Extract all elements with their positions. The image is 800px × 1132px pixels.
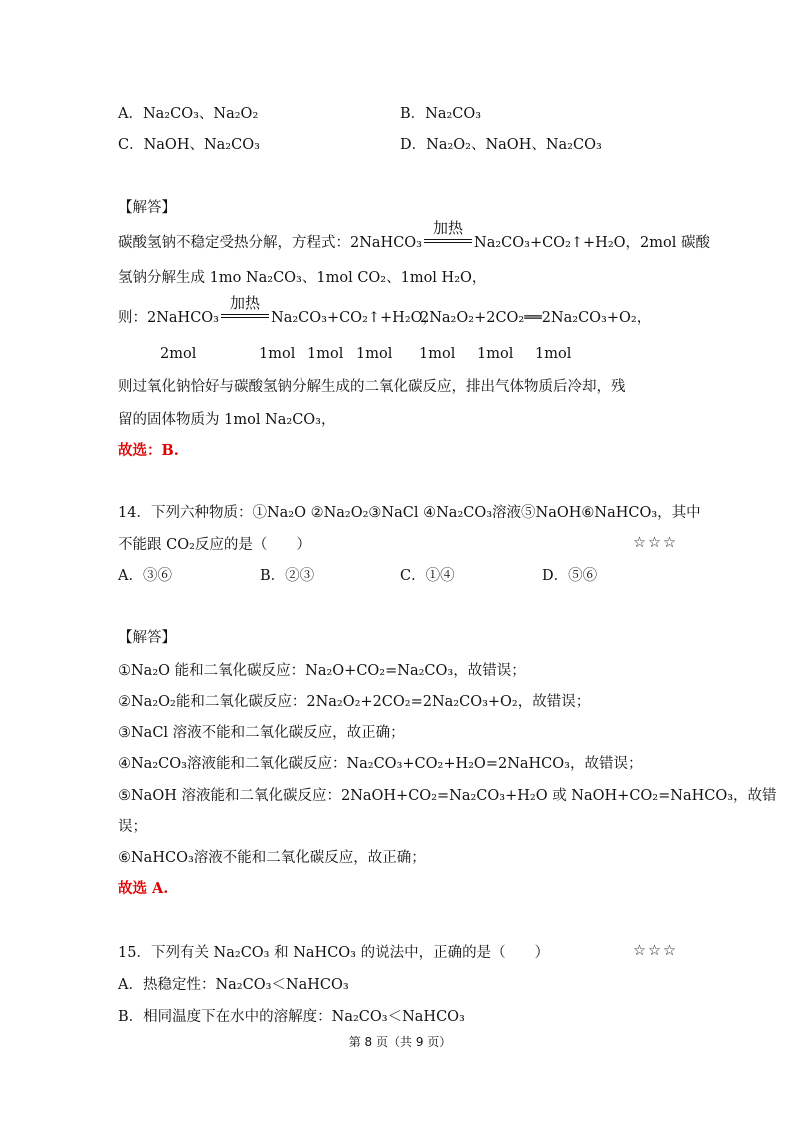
- mol-value: 2mol: [160, 346, 197, 362]
- heat-label: 加热: [229, 294, 261, 312]
- equation-right: Na₂CO₃+CO₂↑+H₂O，2mol 碳酸: [474, 235, 710, 251]
- mol-value: 1mol: [477, 346, 514, 362]
- q14-option-c: C．①④: [400, 568, 455, 584]
- q14-answer: 故选 A.: [118, 880, 169, 897]
- q14-stem-line1: 14．下列六种物质：①Na₂O ②Na₂O₂③NaCl ④Na₂CO₃溶液⑤NaOH⑥NaHCO₃，其中: [118, 505, 701, 521]
- q13-option-c: C．NaOH、Na₂CO₃: [118, 137, 260, 153]
- solution-header: 【解答】: [118, 630, 176, 646]
- q13-option-d: D．Na₂O₂、NaOH、Na₂CO₃: [400, 137, 602, 153]
- q13-solution-line6: 留的固体物质为 1mol Na₂CO₃，: [118, 412, 336, 428]
- q14-solution-line: ①Na₂O 能和二氧化碳反应：Na₂O+CO₂=Na₂CO₃，故错误；: [118, 663, 526, 679]
- heat-condition: [422, 219, 474, 253]
- q13-solution-line5: 则过氧化钠恰好与碳酸氢钠分解生成的二氧化碳反应，排出气体物质后冷却，残: [118, 379, 626, 395]
- solution-header: 【解答】: [118, 200, 176, 216]
- double-bar: [221, 314, 269, 318]
- q13-option-a: A．Na₂CO₃、Na₂O₂: [118, 106, 259, 122]
- mol-value: 1mol: [259, 346, 296, 362]
- q14-option-a: A．③⑥: [118, 568, 172, 584]
- q13-option-b: B．Na₂CO₃: [400, 106, 482, 122]
- q14-solution-line: ⑥NaHCO₃溶液不能和二氧化碳反应，故正确；: [118, 850, 426, 866]
- difficulty-stars: ☆☆☆: [633, 943, 678, 959]
- page-footer: 第 8 页（共 9 页）: [348, 1035, 452, 1049]
- mol-value: 1mol: [535, 346, 572, 362]
- q13-equation2: 2Na₂O₂+2CO₂══2Na₂CO₃+O₂，: [420, 310, 652, 326]
- mol-value: 1mol: [307, 346, 344, 362]
- q13-solution-line3: [118, 294, 438, 328]
- q14-option-d: D．⑤⑥: [542, 568, 598, 584]
- equation-right: Na₂CO₃+CO₂↑+H₂O，: [271, 310, 438, 326]
- difficulty-stars: ☆☆☆: [633, 535, 678, 551]
- q14-solution-line: ⑤NaOH 溶液能和二氧化碳反应：2NaOH+CO₂=Na₂CO₃+H₂O 或 NaOH+CO₂=NaHCO₃，故错: [118, 788, 777, 804]
- q14-solution-line: ④Na₂CO₃溶液能和二氧化碳反应：Na₂CO₃+CO₂+H₂O=2NaHCO₃，故错误；: [118, 756, 643, 772]
- q14-solution-line: ②Na₂O₂能和二氧化碳反应：2Na₂O₂+2CO₂=2Na₂CO₃+O₂，故错误；: [118, 694, 591, 710]
- q13-solution-line1: [118, 219, 710, 253]
- q14-solution-line: ③NaCl 溶液不能和二氧化碳反应，故正确；: [118, 725, 405, 741]
- equation-left: 则：2NaHCO₃: [118, 310, 219, 326]
- q14-option-b: B．②③: [260, 568, 315, 584]
- q15-option-b: B．相同温度下在水中的溶解度：Na₂CO₃＜NaHCO₃: [118, 1009, 465, 1025]
- mol-value: 1mol: [356, 346, 393, 362]
- q13-solution-line2: 氢钠分解生成 1mo Na₂CO₃、1mol CO₂、1mol H₂O，: [118, 270, 487, 286]
- double-bar: [424, 239, 472, 243]
- q14-stem-line2: 不能跟 CO₂反应的是（ ）: [118, 537, 311, 553]
- q14-solution-line: 误；: [118, 819, 147, 835]
- heat-condition: [219, 294, 271, 328]
- equation-left: 碳酸氢钠不稳定受热分解，方程式：2NaHCO₃: [118, 235, 422, 251]
- mol-value: 1mol: [419, 346, 456, 362]
- heat-label: 加热: [432, 219, 464, 237]
- q13-answer: 故选：B.: [118, 442, 179, 459]
- q15-stem: 15．下列有关 Na₂CO₃ 和 NaHCO₃ 的说法中，正确的是（ ）: [118, 945, 550, 961]
- q15-option-a: A．热稳定性：Na₂CO₃＜NaHCO₃: [118, 977, 349, 993]
